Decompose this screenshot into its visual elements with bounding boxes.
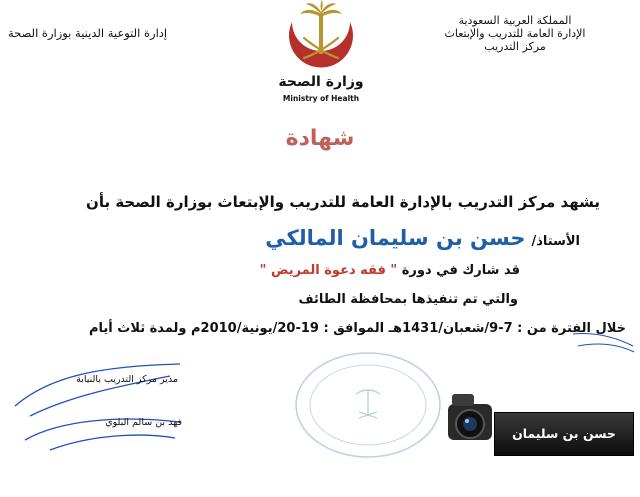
certificate-title: شهادة: [285, 126, 355, 151]
recipient-name: حسن بن سليمان المالكي: [265, 226, 526, 250]
certificate-line-3: [100, 263, 520, 278]
header-general-directorate: الإدارة العامة للتدريب والإبتعاث: [444, 27, 586, 40]
signatory-title: مدير مركز التدريب بالنيابة: [76, 374, 178, 385]
course-intro: قد شارك في دورة: [401, 263, 520, 278]
palm-tree-icon: [300, 0, 342, 54]
course-name: " فقه دعوة المريض ": [259, 263, 398, 278]
certificate-line-5: خلال الفترة من : 7-9/شعبان/1431هـ الموافق : 19-20/يونية/2010م ولمدة ثلاث أيام: [89, 321, 626, 336]
video-camera-icon: [440, 390, 500, 454]
ministry-name-english: Ministry of Health: [282, 94, 360, 103]
certificate-line-2: [160, 226, 580, 250]
header-right-block: [420, 14, 610, 53]
watermark-name-badge: حسن بن سليمان المالكي: [494, 412, 634, 456]
recipient-prefix: الأستاذ/: [531, 234, 580, 249]
margin-scribble: [568, 326, 638, 354]
certificate-line-4: والتي تم تنفيذها بمحافظة الطائف: [298, 292, 518, 307]
ministry-name-arabic: وزارة الصحة: [278, 74, 364, 90]
signatory-name: فهد بن سالم البلوي: [105, 417, 182, 428]
header-training-center: مركز التدريب: [484, 40, 546, 53]
official-stamp: [293, 350, 443, 460]
header-left-text: إدارة التوعية الدينية بوزارة الصحة: [8, 26, 168, 40]
ministry-of-health-logo: [276, 0, 366, 108]
header-kingdom: المملكة العربية السعودية: [458, 14, 572, 27]
certificate-line-1: يشهد مركز التدريب بالإدارة العامة للتدريب والإبتعاث بوزارة الصحة بأن: [86, 193, 600, 211]
